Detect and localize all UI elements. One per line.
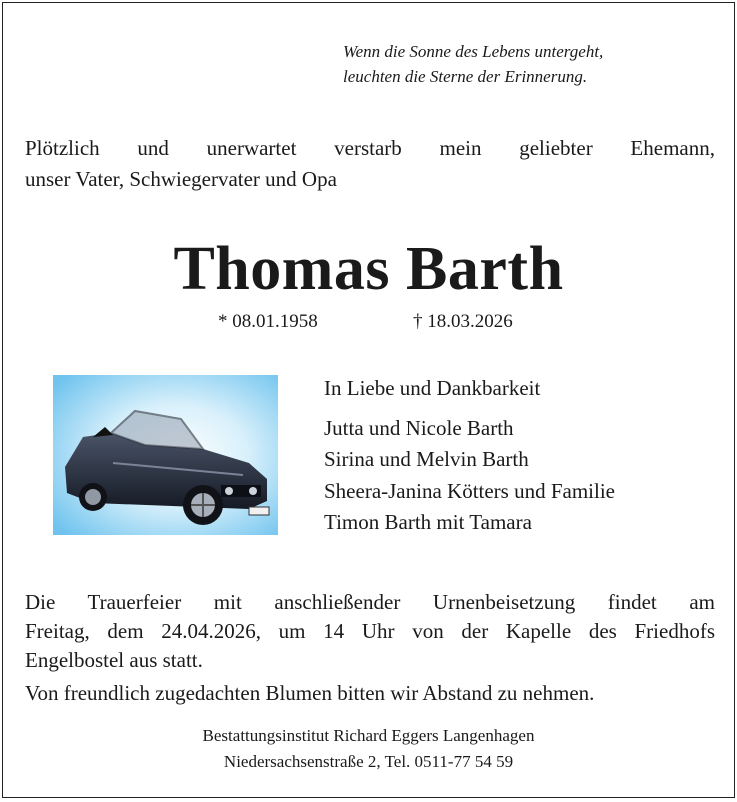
intro-line: unser Vater, Schwiegervater und Opa (25, 167, 337, 191)
mourner-name: Sheera-Janina Kötters und Familie (324, 478, 616, 503)
ceremony-line: Die Trauerfeier mit anschließender Urnenbeisetzung findet am (25, 590, 715, 614)
ceremony-info (25, 588, 715, 675)
motto-line: Wenn die Sonne des Lebens untergeht, (343, 42, 604, 61)
mourners-list (324, 373, 724, 539)
undertaker-line: Bestattungsinstitut Richard Eggers Langenhagen (202, 726, 535, 745)
ceremony-line: Engelbostel aus statt. (25, 648, 203, 672)
birth-date: * 08.01.1958 (218, 311, 318, 332)
deceased-name: Thomas Barth (173, 235, 564, 303)
convertible-car-icon (53, 375, 278, 535)
death-date: † 18.03.2026 (413, 311, 513, 332)
mourner-name: Sirina und Melvin Barth (324, 447, 529, 471)
motto-line: leuchten die Sterne der Erinnerung. (343, 67, 588, 86)
mourners-heading: In Liebe und Dankbarkeit (324, 376, 541, 400)
motto-quote (343, 39, 713, 89)
intro-text (25, 133, 715, 195)
undertaker-line: Niedersachsenstraße 2, Tel. 0511-77 54 59 (223, 752, 514, 771)
undertaker-info (3, 723, 734, 775)
ceremony-line: Freitag, dem 24.04.2026, um 14 Uhr von der Kapelle des Friedhofs (25, 619, 715, 643)
mourner-name: Jutta und Nicole Barth (324, 415, 514, 440)
car-photo (53, 375, 278, 535)
obituary-notice (2, 2, 735, 798)
flowers-note: Von freundlich zugedachten Blumen bitten wir Abstand zu nehmen. (25, 681, 595, 705)
intro-line: Plötzlich und unerwartet verstarb mein geliebter Ehemann, (25, 136, 715, 160)
mourner-name: Timon Barth mit Tamara (324, 510, 532, 534)
